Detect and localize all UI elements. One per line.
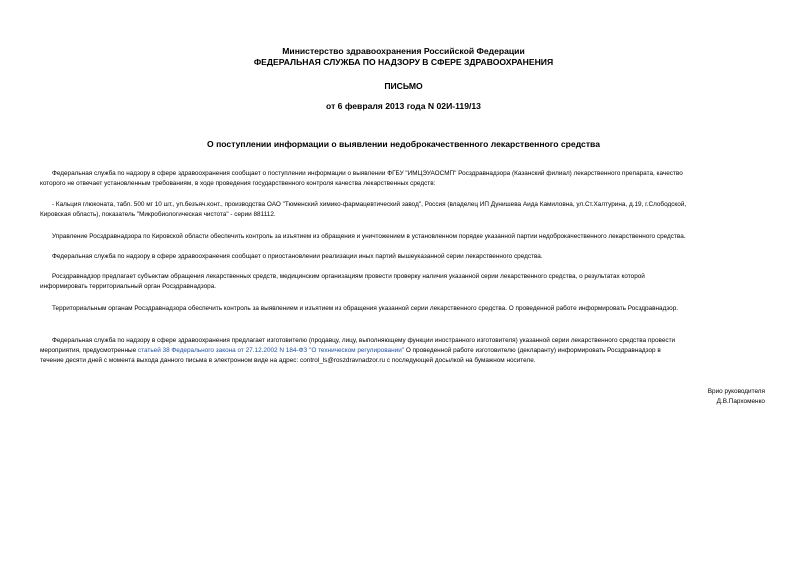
paragraph-text: О проведенной работе изготовителю (декларанту) информировать Росздравнадзор в (405, 347, 661, 354)
document-date-number: от 6 февраля 2013 года N 02И-119/13 (326, 101, 481, 111)
document-subject: О поступлении информации о выявлении недоброкачественного лекарственного средства (207, 139, 600, 149)
paragraph-line: которого не отвечает установленным требованиям, в ходе проведения государственного контроля качества лекарственных средств: (40, 180, 436, 187)
document-type: ПИСЬМО (384, 81, 423, 91)
paragraph-line (40, 346, 807, 356)
paragraph-line: Кировская область), показатель "Микробиологическая чистота" - серии 881112. (40, 211, 276, 218)
signature-position: Врио руководителя (707, 388, 765, 395)
service-title: ФЕДЕРАЛЬНАЯ СЛУЖБА ПО НАДЗОРУ В СФЕРЕ ЗДРАВООХРАНЕНИЯ (253, 57, 554, 67)
paragraph-line: Федеральная служба по надзору в сфере здравоохранения сообщает о поступлении информации о выявлении ФГБУ "ИМЦЭУАОСМП" Росздравнадзора (Казанский филиал) лекарственного препарата, качество (52, 170, 683, 177)
paragraph-subjects-check (40, 272, 807, 292)
paragraph-suspension: Федеральная служба по надзору в сфере здравоохранения сообщает о приостановлении реализации иных партий вышеуказанной серии лекарственного средства. (52, 253, 543, 260)
paragraph-intro (40, 169, 807, 189)
paragraph-product (40, 200, 807, 220)
paragraph-line: информировать территориальный орган Росздравнадзора. (40, 283, 217, 290)
paragraph-line: течение десяти дней с момента выхода данного письма в электронном виде на адрес: control_ls@roszdravnadzor.ru с последующей досылкой на бумажном носителе. (40, 357, 536, 364)
paragraph-text: мероприятия, предусмотренные (40, 347, 137, 354)
paragraph-kirov-control: Управление Росздравнадзора по Кировской области обеспечить контроль за изъятием из обращения и уничтожением в установленном порядке указанной партии недоброкачественного лекарственного средства. (52, 233, 686, 240)
paragraph-territorial: Территориальным органам Росздравнадзора обеспечить контроль за выявлением и изъятием из обращения указанной серии лекарственного средства. О проведенной работе информировать Росздравнадзор. (52, 305, 679, 312)
ministry-title: Министерство здравоохранения Российской Федерации (282, 46, 525, 56)
law-link[interactable]: статьей 38 Федерального закона от 27.12.2002 N 184-ФЗ "О техническом регулировании" (137, 347, 405, 354)
signature-name: Д.В.Пархоменко (716, 398, 765, 405)
paragraph-line: Федеральная служба по надзору в сфере здравоохранения предлагает изготовителю (продавцу, лицу, выполняющему функции иностранного изготовителя) указанной серии лекарственного средства провести (52, 337, 676, 344)
paragraph-manufacturer (40, 336, 807, 366)
paragraph-line: Росздравнадзор предлагает субъектам обращения лекарственных средств, медицинским организациям провести проверку наличия указанной серии лекарственного средства, о результатах которой (52, 273, 645, 280)
paragraph-line: - Кальция глюконата, табл. 500 мг 10 шт., уп.безъяч.конт., производства ОАО "Тюменский химико-фармацевтический завод", Россия (владелец ИП Дунишева Аида Камиловна, ул.Ст.Халтурина, д.19, г.Слободской, (52, 201, 687, 208)
